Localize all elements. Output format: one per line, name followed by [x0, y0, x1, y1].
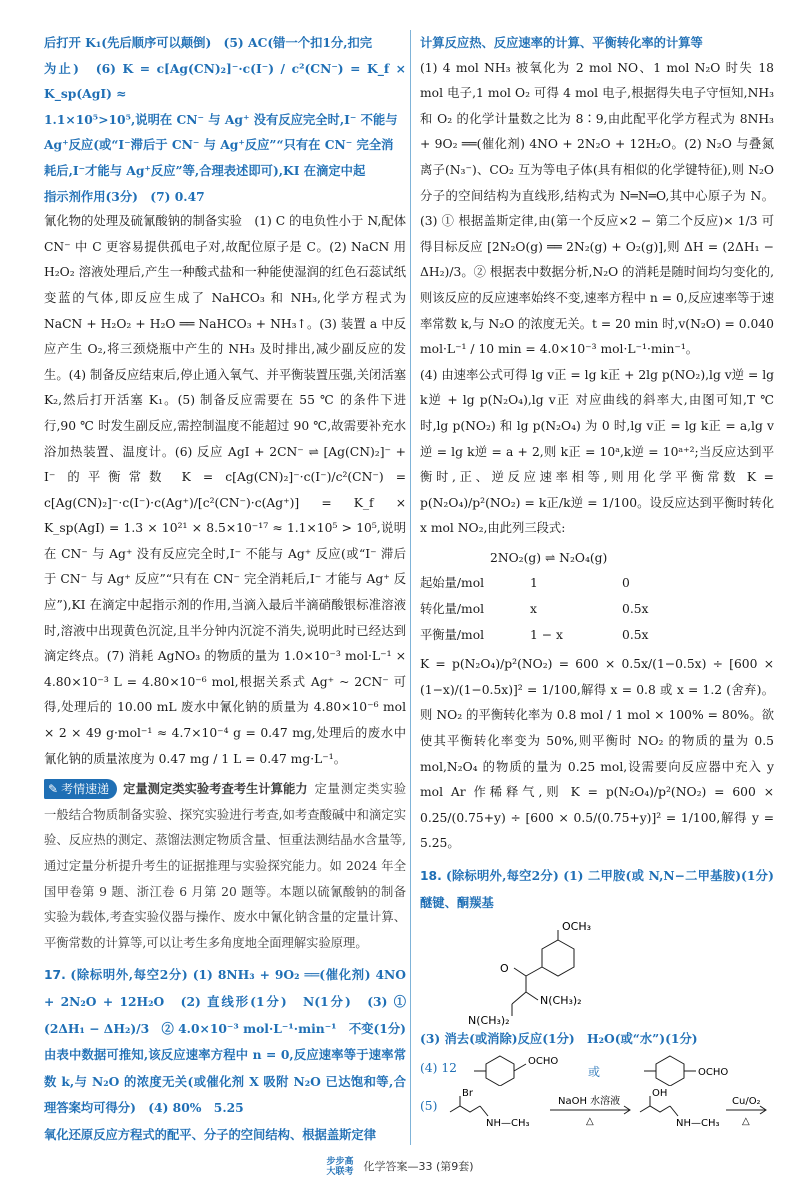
- answer-18: [420, 863, 787, 916]
- dimethylamino-label: N(CH₃)₂: [540, 994, 582, 1008]
- exam-insight-box: [44, 776, 406, 956]
- heat-label: △: [586, 1115, 594, 1127]
- answer-line: 后打开 K₁(先后顺序可以颠倒) (5) AC(错一个扣1分,扣完: [44, 35, 373, 50]
- exam-insight-title: 定量测定类实验考查考生计算能力: [123, 781, 308, 797]
- answer-line: 1.1×10⁵>10⁵,说明在 CN⁻ 与 Ag⁺ 没有反应完全时,I⁻ 不能与: [44, 111, 398, 127]
- oh-label: OH: [652, 1087, 668, 1099]
- isomer-structures: [460, 1052, 760, 1086]
- section-heading: 氧化还原反应方程式的配平、分子的空间结构、根据盖斯定律: [44, 1126, 377, 1142]
- question-number: 17.: [44, 968, 66, 983]
- synthesis-route: [440, 1086, 770, 1132]
- carbonyl-o-label: O: [500, 962, 509, 976]
- dimethylamino-label-2: N(CH₃)₂: [468, 1014, 510, 1027]
- explanation-17-part1: (1) 4 mol NH₃ 被氧化为 2 mol NO、1 mol N₂O 时失 18 mol 电子,1 mol O₂ 可得 4 mol 电子,根据得失电子守恒知,NH₃ 和 O₂ 的化学计量数之比为 8∶9,由此配平化学方程式为 8NH₃ + 9O₂ ══(催化剂) 4NO + 2N₂O + 12H₂O。(2) N₂O 与叠氮离子(N₃⁻)、CO₂ 互为等电子体(具有相似的化学键特征),则 N₂O 分子的空间结构为直线形,结构式为 N═N═O,其中心原子为 N。(3) ① 根据盖斯定律,由(第一个反应×2 − 第二个反应)× 1/3 可得目标反应 [2N₂O(g) ══ 2N₂(g) + O₂(g)],则 ΔH = (2ΔH₁ − ΔH₂)/3。② 根据表中数据分析,N₂O 的消耗是随时间均匀变化的,则该反应的反应速率始终不变,速率方程中 n = 0,反应速率等于速率常数 k,与 N₂O 的浓度无关。t = 20 min 时,v(N₂O) = 0.040 mol·L⁻¹ / 10 min = 4.0×10⁻³ mol·L⁻¹·min⁻¹。: [420, 60, 774, 357]
- nhch3-label-2: NH—CH₃: [676, 1117, 720, 1129]
- answer-17-text: (除标明外,每空2分) (1) 8NH₃ + 9O₂ ══(催化剂) 4NO + 2N₂O + 12H₂O (2) 直线形(1分) N(1分) (3) ① (2ΔH₁ − ΔH₂)/3 ② 4.0×10⁻³ mol·L⁻¹·min⁻¹ 不变(1分) 由表中数据可推知,该反应速率方程中 n = 0,反应速率等于速率常数 k,与 N₂O 的浓度无关(或催化剂 X 吸附 N₂O 已达饱和等,合理答案均可得分) (4) 80% 5.25: [44, 967, 419, 1116]
- structure-2-drawing: [428, 918, 648, 1026]
- table-row: 平衡量/mol 1 − x 0.5x: [420, 627, 649, 642]
- answer-line: 指示剂作用(3分) (7) 0.47: [44, 188, 205, 204]
- explanation-17-part3: K = p(N₂O₄)/p²(NO₂) = 600 × 0.5x/(1−0.5x) ÷ [600 × (1−x)/(1−0.5x)]² = 1/100,解得 x = 0.8 或 x = 1.2 (舍弃)。则 NO₂ 的平衡转化率为 0.8 mol / 1 mol × 100% = 80%。欲使其平衡转化率变为 50%,则平衡时 NO₂ 的物质的量为 0.5 mol,N₂O₄ 的物质的量为 0.25 mol,设需要向反应器中充入 y mol Ar 作稀释气,则 K = p(N₂O₄)/p²(NO₂) = 600 × 0.25/(0.75+y) ÷ [600 × 0.5/(0.75+y)]² = 1/100,解得 y = 5.25。: [420, 657, 774, 851]
- answer-17: [44, 962, 419, 1122]
- publisher-logo: 步步高 大联考: [326, 1157, 354, 1177]
- exam-insight-body: 定量测定类实验一般结合物质制备实验、探究实验进行考查,如考查酸碱中和滴定实验、反应热的测定、蒸馏法测定物质含量、恒重法测结晶水含量等,通过定量分析提升考生的证据推理与实验探究能力。如 2024 年全国甲卷第 9 题、浙江卷 6 月第 20 题等。本题以硫氰酸钠的制备实验为载体,考查实验仪器与操作、废水中氰化钠含量的定量计算、平衡常数的计算等,可以让考生多角度地全面理解实验原理。: [44, 782, 406, 950]
- section-heading: 计算反应热、反应速率的计算、平衡转化率的计算等: [420, 35, 703, 50]
- page-footer: [0, 1157, 800, 1177]
- benzene-ring: [542, 940, 574, 976]
- answer-line: 耗后,I⁻才能与 Ag⁺反应”等,合理表述即可),KI 在滴定中起: [44, 162, 366, 178]
- nhch3-label: NH—CH₃: [486, 1117, 530, 1129]
- answer-18-text: (除标明外,每空2分) (1) 二甲胺(或 N,N−二甲基胺)(1分) 醚键、酮羰基: [420, 868, 787, 910]
- three-stage-table: [420, 546, 774, 648]
- pen-icon: ✎: [48, 782, 59, 797]
- explanation-16: 氰化物的处理及硫氰酸钠的制备实验 (1) C 的电负性小于 N,配体 CN⁻ 中 C 更容易提供孤电子对,故配位原子是 C。(2) NaCN 用 H₂O₂ 溶液处理后,产生一种酸式盐和一种能使湿润的红色石蕊试纸变蓝的气体,即反应生成了 NaHCO₃ 和 NH₃,化学方程式为 NaCN + H₂O₂ + H₂O ══ NaHCO₃ + NH₃↑。(3) 装置 a 中反应产生 O₂,将三颈烧瓶中产生的 NH₃ 及时排出,减少副反应的发生。(4) 制备反应结束后,停止通入氧气、并平衡装置压强,关闭活塞 K₂,然后打开活塞 K₁。(5) 制备反应需要在 55 ℃ 的条件下进行,90 ℃ 时发生副反应,需控制温度不能超过 90 ℃,故需要补充水浴加热装置、温度计。(6) 反应 AgI + 2CN⁻ ⇌ [Ag(CN)₂]⁻ + I⁻ 的平衡常数 K = c[Ag(CN)₂]⁻·c(I⁻)/c²(CN⁻) = c[Ag(CN)₂]⁻·c(I⁻)·c(Ag⁺)/[c²(CN⁻)·c(Ag⁺)] = K_f × K_sp(AgI) = 1.3 × 10²¹ × 8.5×10⁻¹⁷ ≈ 1.1×10⁵ > 10⁵,说明在 CN⁻ 与 Ag⁺ 没有反应完全时,I⁻ 不能与 Ag⁺ 反应(或“I⁻ 滞后于 CN⁻ 与 Ag⁺ 反应”“只有在 CN⁻ 完全消耗后,I⁻ 才能与 Ag⁺ 反应”),KI 在滴定中起指示剂的作用,当滴入最后半滴硝酸银标准溶液时,溶液中出现黄色沉淀,且半分钟内沉淀不消失,说明此时已经达到滴定终点。(7) 消耗 AgNO₃ 的物质的量为 1.0×10⁻³ mol·L⁻¹ × 4.80×10⁻³ L = 4.80×10⁻⁶ mol,根据关系式 Ag⁺ ~ 2CN⁻ 可得,处理后的 10.00 mL 废水中氰化钠的质量为 4.80×10⁻⁶ mol × 2 × 49 g·mol⁻¹ ≈ 4.7×10⁻⁴ g = 0.47 mg,处理后的废水中氰化钠的质量浓度为 0.47 mg / 1 L = 0.47 mg·L⁻¹。: [44, 214, 406, 766]
- ocho-label: OCHO: [528, 1055, 559, 1067]
- part5-label: (5): [420, 1098, 438, 1113]
- explanation-17-part2: (4) 由速率公式可得 lg v正 = lg k正 + 2lg p(NO₂),lg v逆 = lg k逆 + lg p(N₂O₄),lg v正 对应曲线的斜率大,由图可知,T ℃ 时,lg p(NO₂) 和 lg p(N₂O₄) 为 0 时,lg v正 = lg k正 = a,lg v逆 = lg k逆 = a + 2,则 k正 = 10ᵃ,k逆 = 10ᵃ⁺²;当反应达到平衡时,正、逆反应速率相等,则用化学平衡常数 K = p(N₂O₄)/p²(NO₂) = k正/k逆 = 1/100。设反应达到平衡时转化 x mol NO₂,由此列三段式:: [420, 367, 774, 536]
- ocho-label-2: OCHO: [698, 1066, 729, 1078]
- cuo2-label: Cu/O₂: [732, 1095, 761, 1107]
- exam-insight-badge: ✎ 考情速递: [44, 779, 117, 799]
- or-label: 或: [588, 1064, 601, 1079]
- answer-18-part4: [420, 1052, 774, 1086]
- heat-label-2: △: [742, 1115, 750, 1127]
- question-number: 18.: [420, 869, 442, 883]
- right-column: [420, 30, 787, 1132]
- left-column: [44, 30, 419, 1148]
- answer-line: Ag⁺反应(或“I⁻滞后于 CN⁻ 与 Ag⁺反应”“只有在 CN⁻ 完全消: [44, 137, 394, 153]
- naoh-label: NaOH 水溶液: [558, 1095, 621, 1107]
- isomer-count: (4) 12: [420, 1060, 457, 1075]
- answer-18-part5: [420, 1086, 774, 1132]
- page-number: 化学答案—33 (第9套): [363, 1160, 474, 1173]
- answer-18-part3: (3) 消去(或消除)反应(1分) H₂O(或“水”)(1分): [420, 1031, 698, 1047]
- br-label: Br: [462, 1087, 473, 1099]
- equilibrium-equation: 2NO₂(g) ⇌ N₂O₄(g): [490, 550, 608, 565]
- table-row: 转化量/mol x 0.5x: [420, 602, 649, 617]
- methoxy-label: OCH₃: [562, 920, 592, 934]
- answer-line: 为止) (6) K = c[Ag(CN)₂]⁻·c(I⁻) / c²(CN⁻) = K_f × K_sp(AgI) ≈: [44, 60, 406, 102]
- table-row: 起始量/mol 1 0: [420, 576, 630, 591]
- column-divider: [410, 30, 411, 1145]
